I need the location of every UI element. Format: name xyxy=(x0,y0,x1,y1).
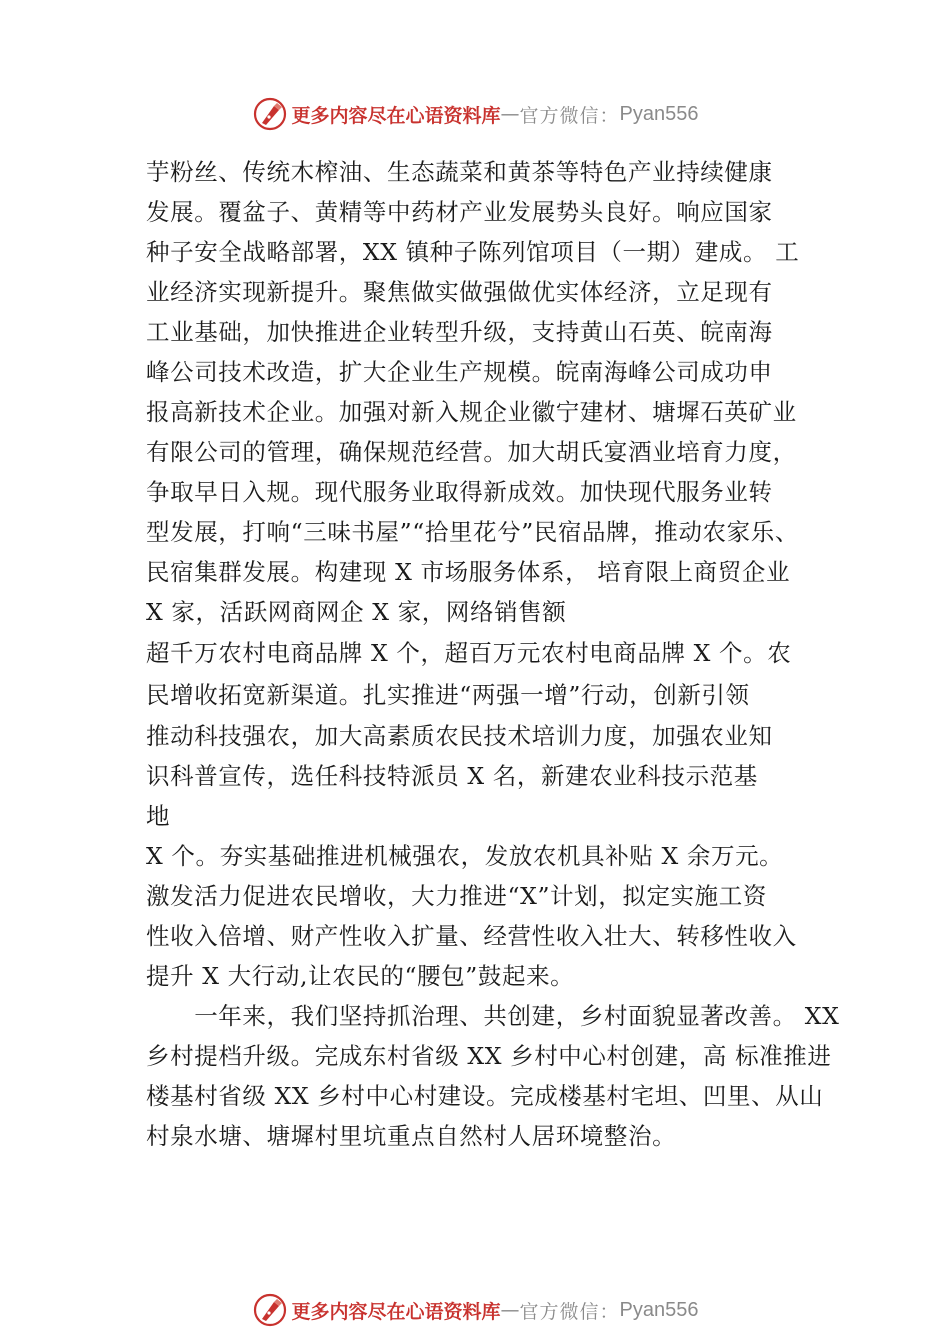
watermark-contact-id: Pyan556 xyxy=(619,1298,699,1321)
text-line: 提升 X 大行动,让农民的“腰包”鼓起来。 xyxy=(146,962,575,990)
watermark-contact-label: 官方微信： xyxy=(519,1300,620,1323)
text-line: X 家，活跃网商网企 X 家，网络销售额 xyxy=(146,598,567,626)
watermark-contact-label: 官方微信： xyxy=(519,104,620,127)
header-watermark xyxy=(0,94,950,134)
text-line: 激发活力促进农民增收，大力推进“X”计划，拟定实施工资 xyxy=(146,882,767,910)
watermark-brand: 更多内容尽在心语资料库 xyxy=(291,1300,501,1323)
text-line: 民增收拓宽新渠道。扎实推进“两强一增”行动，创新引领 xyxy=(146,681,750,709)
watermark-brand: 更多内容尽在心语资料库 xyxy=(291,104,501,127)
text-line: 民宿集群发展。构建现 X 市场服务体系， 培育限上商贸企业 xyxy=(146,558,791,586)
text-line: 超千万农村电商品牌 X 个，超百万元农村电商品牌 X 个。农 xyxy=(146,639,792,667)
text-line: 芋粉丝、传统木榨油、生态蔬菜和黄茶等特色产业持续健康 xyxy=(146,158,773,186)
text-line: 发展。覆盆子、黄精等中药材产业发展势头良好。响应国家 xyxy=(146,198,773,226)
document-body xyxy=(146,152,846,1156)
text-line: 争取早日入规。现代服务业取得新成效。加快现代服务业转 xyxy=(146,478,773,506)
text-line: X 个。夯实基础推进机械强农，发放农机具补贴 X 余万元。 xyxy=(146,842,784,870)
text-line: 楼基村省级 XX 乡村中心村建设。完成楼基村宅坦、凹里、从山 xyxy=(146,1082,824,1110)
text-line: 有限公司的管理，确保规范经营。加大胡氏宴酒业培育力度， xyxy=(146,438,797,466)
watermark-separator: — xyxy=(500,1299,520,1321)
text-line: 性收入倍增、财产性收入扩量、经营性收入壮大、转移性收入 xyxy=(146,922,797,950)
pen-nib-logo-icon xyxy=(252,1292,288,1328)
footer-watermark xyxy=(0,1290,950,1330)
text-line: 报高新技术企业。加强对新入规企业徽宁建材、塘墀石英矿业 xyxy=(146,398,797,426)
text-line: 一年来，我们坚持抓治理、共创建，乡村面貌显著改善。 XX xyxy=(146,1002,840,1030)
text-line: 乡村提档升级。完成东村省级 XX 乡村中心村创建，高 标准推进 xyxy=(146,1042,832,1070)
text-line: 型发展，打响“三味书屋”“拾里花兮”民宿品牌，推动农家乐、 xyxy=(146,518,799,546)
pen-nib-logo-icon xyxy=(252,96,288,132)
text-line: 种子安全战略部署，XX 镇种子陈列馆项目（一期）建成。 工 xyxy=(146,238,800,266)
text-line: 地 xyxy=(146,802,171,830)
text-line: 推动科技强农，加大高素质农民技术培训力度，加强农业知 xyxy=(146,722,773,750)
text-line: 村泉水塘、塘墀村里坑重点自然村人居环境整治。 xyxy=(146,1122,677,1150)
watermark-contact-id: Pyan556 xyxy=(619,102,699,125)
text-line: 峰公司技术改造，扩大企业生产规模。皖南海峰公司成功申 xyxy=(146,358,773,386)
watermark-separator: — xyxy=(500,103,520,125)
text-line: 工业基础，加快推进企业转型升级，支持黄山石英、皖南海 xyxy=(146,318,773,346)
text-line: 业经济实现新提升。聚焦做实做强做优实体经济，立足现有 xyxy=(146,278,773,306)
text-line: 识科普宣传，选任科技特派员 X 名，新建农业科技示范基 xyxy=(146,762,758,790)
